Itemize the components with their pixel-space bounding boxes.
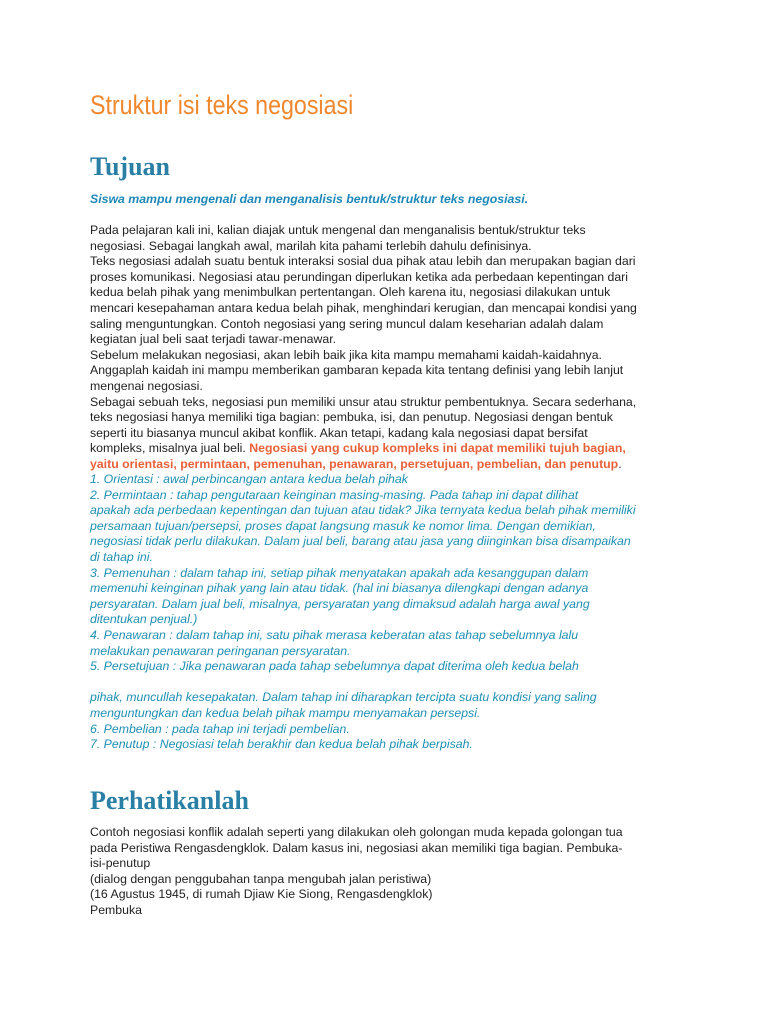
list-line: 5. Persetujuan : Jika penawaran pada tahap sebelumnya dapat diterima oleh kedua belah: [90, 659, 579, 674]
highlight-text: yaitu orientasi, permintaan, pemenuhan, penawaran, persetujuan, pembelian, dan penutup: [90, 456, 619, 471]
text-line: Anggaplah kaidah ini mampu memberikan gambaran kepada kita tentang definisi yang lebih lanjut: [90, 363, 624, 378]
stages-list: [90, 472, 690, 753]
list-line: 3. Pemenuhan : dalam tahap ini, setiap pihak menyatakan apakah ada kesanggupan dalam: [90, 565, 589, 580]
text-line: mencari kesepahaman antara kedua belah pihak, menghindari kerugian, dan mencapai kondisi yang: [90, 300, 637, 315]
text-line: Pada pelajaran kali ini, kalian diajak untuk mengenal dan menganalisis bentuk/struktur teks: [90, 223, 586, 237]
list-line: apakah ada perbedaan kepentingan dan tujuan atau tidak? Jika ternyata kedua belah pihak memiliki: [90, 503, 636, 518]
highlight-text: Negosiasi yang cukup kompleks ini dapat memiliki tujuh bagian,: [249, 441, 626, 456]
plain-text: kompleks, misalnya jual beli.: [90, 441, 250, 456]
text-line: Pembuka: [90, 902, 142, 917]
list-gap: [90, 675, 690, 691]
section-heading-perhatikanlah: Perhatikanlah: [90, 786, 249, 815]
highlight-line: [90, 457, 690, 473]
text-line: teks negosiasi hanya memiliki tiga bagian: pembuka, isi, dan penutup. Negosiasi dengan bentuk: [90, 410, 613, 425]
text-line: Contoh negosiasi konflik adalah seperti yang dilakukan oleh golongan muda kepada golongan tua: [90, 825, 623, 839]
list-line: menguntungkan dan kedua belah pihak mampu menyamakan persepsi.: [90, 705, 481, 720]
text-line: Sebagai sebuah teks, negosiasi pun memiliki unsur atau struktur pembentuknya. Secara sederhana,: [90, 394, 637, 409]
list-line: persamaan tujuan/persepsi, proses dapat langsung masuk ke nomor lima. Dengan demikian,: [90, 518, 596, 533]
list-line: pihak, muncullah kesepakatan. Dalam tahap ini diharapkan tercipta suatu kondisi yang saling: [90, 690, 597, 705]
list-line: 4. Penawaran : dalam tahap ini, satu pihak merasa keberatan atas tahap sebelumnya lalu: [90, 627, 579, 642]
list-line: memenuhi keinginan pihak yang lain atau tidak. (hal ini biasanya dilengkapi dengan adanya: [90, 581, 589, 596]
text-line: isi-penutup: [90, 856, 151, 871]
list-line: 6. Pembelian : pada tahap ini terjadi pembelian.: [90, 721, 350, 736]
text-line: pada Peristiwa Rengasdengklok. Dalam kasus ini, negosiasi akan memiliki tiga bagian. Pembuka-: [90, 840, 623, 855]
page-title: Struktur isi teks negosiasi: [90, 90, 354, 120]
text-line: kedua belah pihak yang menimbulkan pertentangan. Oleh karena itu, negosiasi dilakukan untuk: [90, 285, 611, 300]
text-line: (16 Agustus 1945, di rumah Djiaw Kie Siong, Rengasdengklok): [90, 887, 433, 902]
list-line: 2. Permintaan : tahap pengutaraan keinginan masing-masing. Pada tahap ini dapat dilihat: [90, 487, 579, 502]
list-line: ditentukan penjual.): [90, 612, 198, 627]
text-line: (dialog dengan penggubahan tanpa mengubah jalan peristiwa): [90, 871, 432, 886]
closing-paragraphs: [90, 825, 690, 919]
intro-paragraphs: [90, 223, 690, 473]
text-line: negosiasi. Sebagai langkah awal, marilah kita pahami terlebih dahulu definisinya.: [90, 238, 532, 253]
text-line: seperti itu biasanya muncul akibat konflik. Akan tetapi, kadang kala negosiasi dapat bersifat: [90, 425, 588, 440]
section-heading-tujuan: Tujuan: [90, 152, 170, 181]
text-line: kegiatan jual beli saat terjadi tawar-menawar.: [90, 332, 337, 347]
text-line: Teks negosiasi adalah suatu bentuk interaksi sosial dua pihak atau lebih dan merupakan bagian dari: [90, 254, 636, 269]
text-line: Sebelum melakukan negosiasi, akan lebih baik jika kita mampu memahami kaidah-kaidahnya.: [90, 347, 602, 362]
text-line: proses komunikasi. Negosiasi atau perundingan diperlukan ketika ada perbedaan kepentingan dari: [90, 269, 629, 284]
list-line: 1. Orientasi : awal perbincangan antara kedua belah pihak: [90, 472, 408, 486]
plain-text: .: [618, 456, 622, 471]
list-line: persyaratan. Dalam jual beli, misalnya, persyaratan yang dimaksud adalah harga awal yang: [90, 596, 590, 611]
list-line: melakukan penawaran peringanan persyaratan.: [90, 643, 351, 658]
text-line: mengenai negosiasi.: [90, 378, 203, 393]
learning-goal: Siswa mampu mengenali dan menganalisis bentuk/struktur teks negosiasi.: [90, 192, 529, 206]
mixed-line: [90, 441, 690, 457]
list-line: negosiasi tidak perlu dilakukan. Dalam jual beli, barang atau jasa yang diinginkan bisa disampaikan: [90, 534, 631, 549]
list-line: di tahap ini.: [90, 549, 153, 564]
text-line: saling menguntungkan. Contoh negosiasi yang sering muncul dalam keseharian adalah dalam: [90, 316, 604, 331]
list-line: 7. Penutup : Negosiasi telah berakhir dan kedua belah pihak berpisah.: [90, 737, 473, 752]
